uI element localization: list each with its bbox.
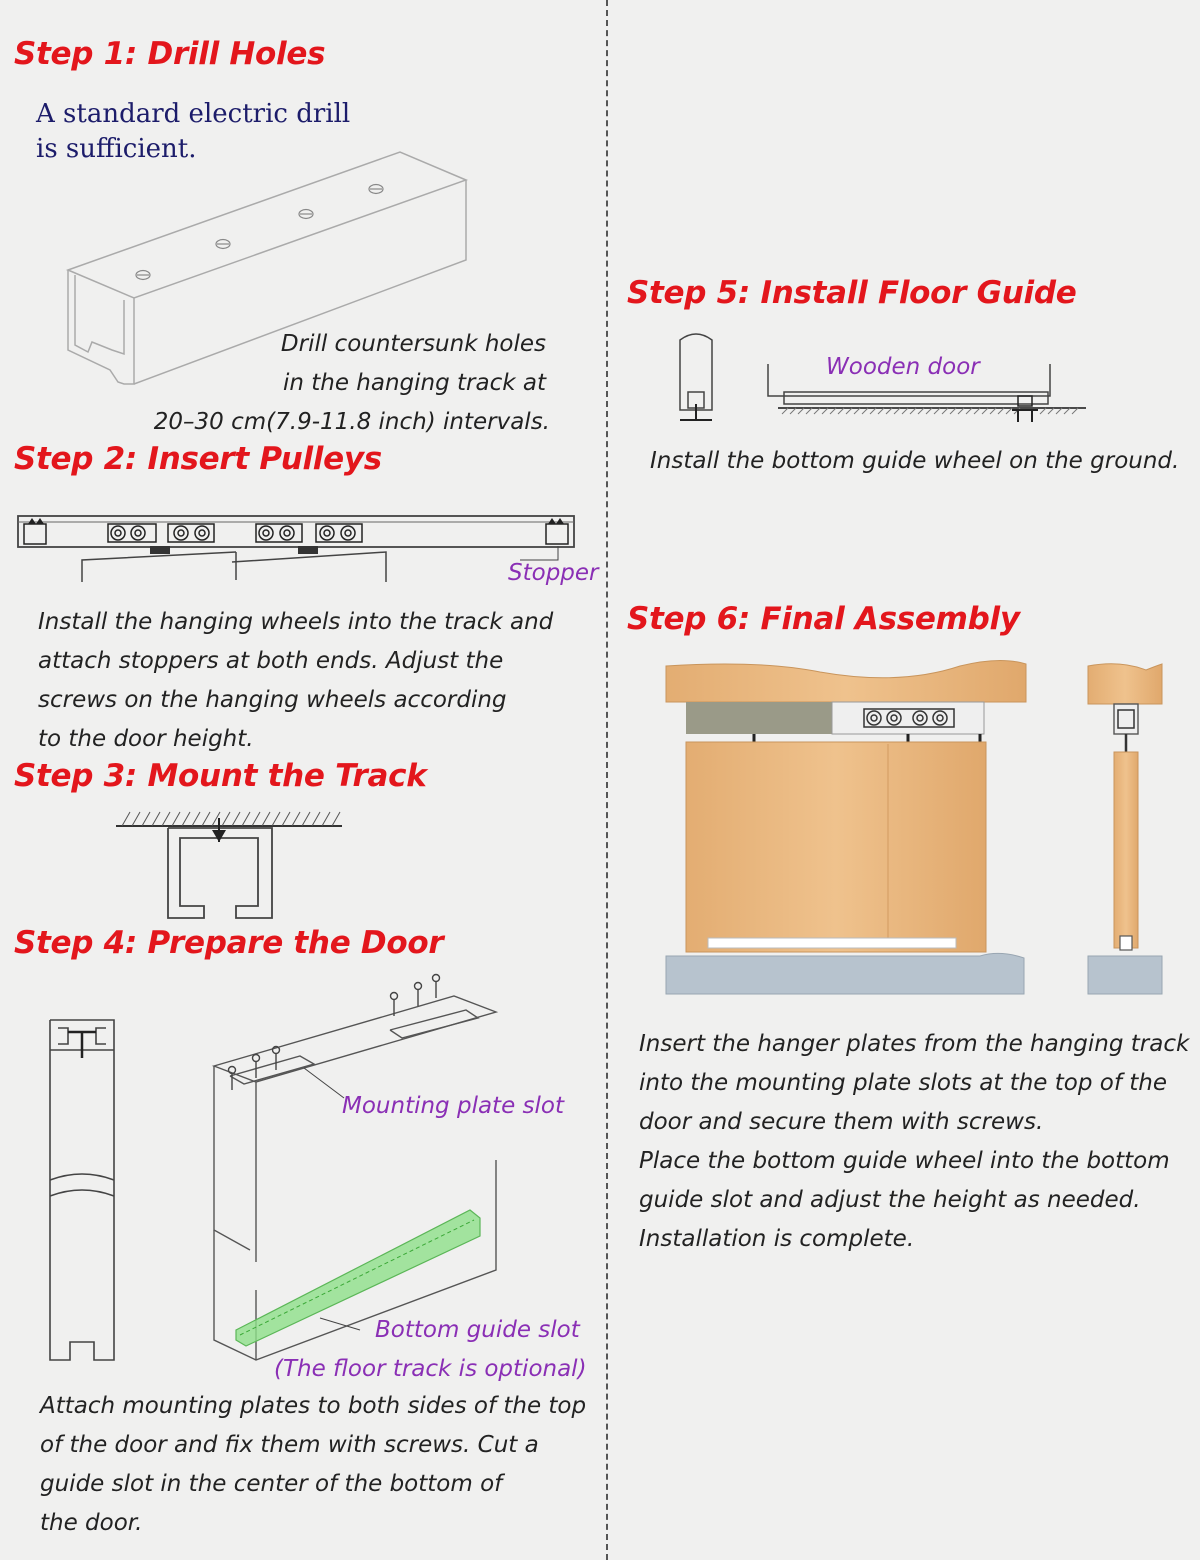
step1-caption-line: 20–30 cm(7.9-11.8 inch) intervals. <box>153 409 550 435</box>
step6-caption-line: Insert the hanger plates from the hanging track <box>639 1031 1190 1057</box>
step6-caption-line: guide slot and adjust the height as needed. <box>639 1187 1141 1213</box>
step2-caption-line: Install the hanging wheels into the track and <box>38 609 554 635</box>
step6-title: Step 6: Final Assembly <box>627 601 1020 637</box>
step4-caption <box>40 1387 586 1543</box>
step4-title: Step 4: Prepare the Door <box>14 925 444 961</box>
step1-intro-line: is sufficient. <box>36 134 197 164</box>
step4-caption-line: guide slot in the center of the bottom of <box>40 1471 503 1497</box>
step1-intro-line: A standard electric drill <box>36 99 351 129</box>
step3-title: Step 3: Mount the Track <box>14 758 427 794</box>
step6-caption <box>639 1025 1189 1259</box>
floor-track-optional-label: (The floor track is optional) <box>274 1356 587 1382</box>
step2-caption-line: screws on the hanging wheels according <box>38 687 507 713</box>
step6-caption-line: Place the bottom guide wheel into the bottom <box>639 1148 1170 1174</box>
step6-caption-line: into the mounting plate slots at the top of the <box>639 1070 1167 1096</box>
bottom-slot-label: Bottom guide slot <box>375 1317 580 1343</box>
step1-caption-line: Drill countersunk holes <box>280 331 546 357</box>
step1-caption-line: in the hanging track at <box>282 370 546 396</box>
step5-title: Step 5: Install Floor Guide <box>627 275 1077 311</box>
door-prep-illustration <box>0 0 600 1400</box>
stopper-label: Stopper <box>508 560 599 586</box>
step2-title: Step 2: Insert Pulleys <box>14 441 382 477</box>
step6-caption-line: Installation is complete. <box>639 1226 915 1252</box>
step6-caption-line: door and secure them with screws. <box>639 1109 1044 1135</box>
final-assembly-illustration <box>600 640 1200 1010</box>
step5-caption <box>650 442 1179 481</box>
step1-title: Step 1: Drill Holes <box>14 36 326 72</box>
step2-caption-line: to the door height. <box>38 726 254 752</box>
step4-caption-line: the door. <box>40 1510 143 1536</box>
step4-caption-line: of the door and fix them with screws. Cut a <box>40 1432 539 1458</box>
mounting-slot-label: Mounting plate slot <box>342 1093 564 1119</box>
wooden-door-label: Wooden door <box>826 354 980 380</box>
step5-caption-line: Install the bottom guide wheel on the ground. <box>650 448 1180 474</box>
step2-caption-line: attach stoppers at both ends. Adjust the <box>38 648 504 674</box>
step4-caption-line: Attach mounting plates to both sides of the top <box>40 1393 587 1419</box>
